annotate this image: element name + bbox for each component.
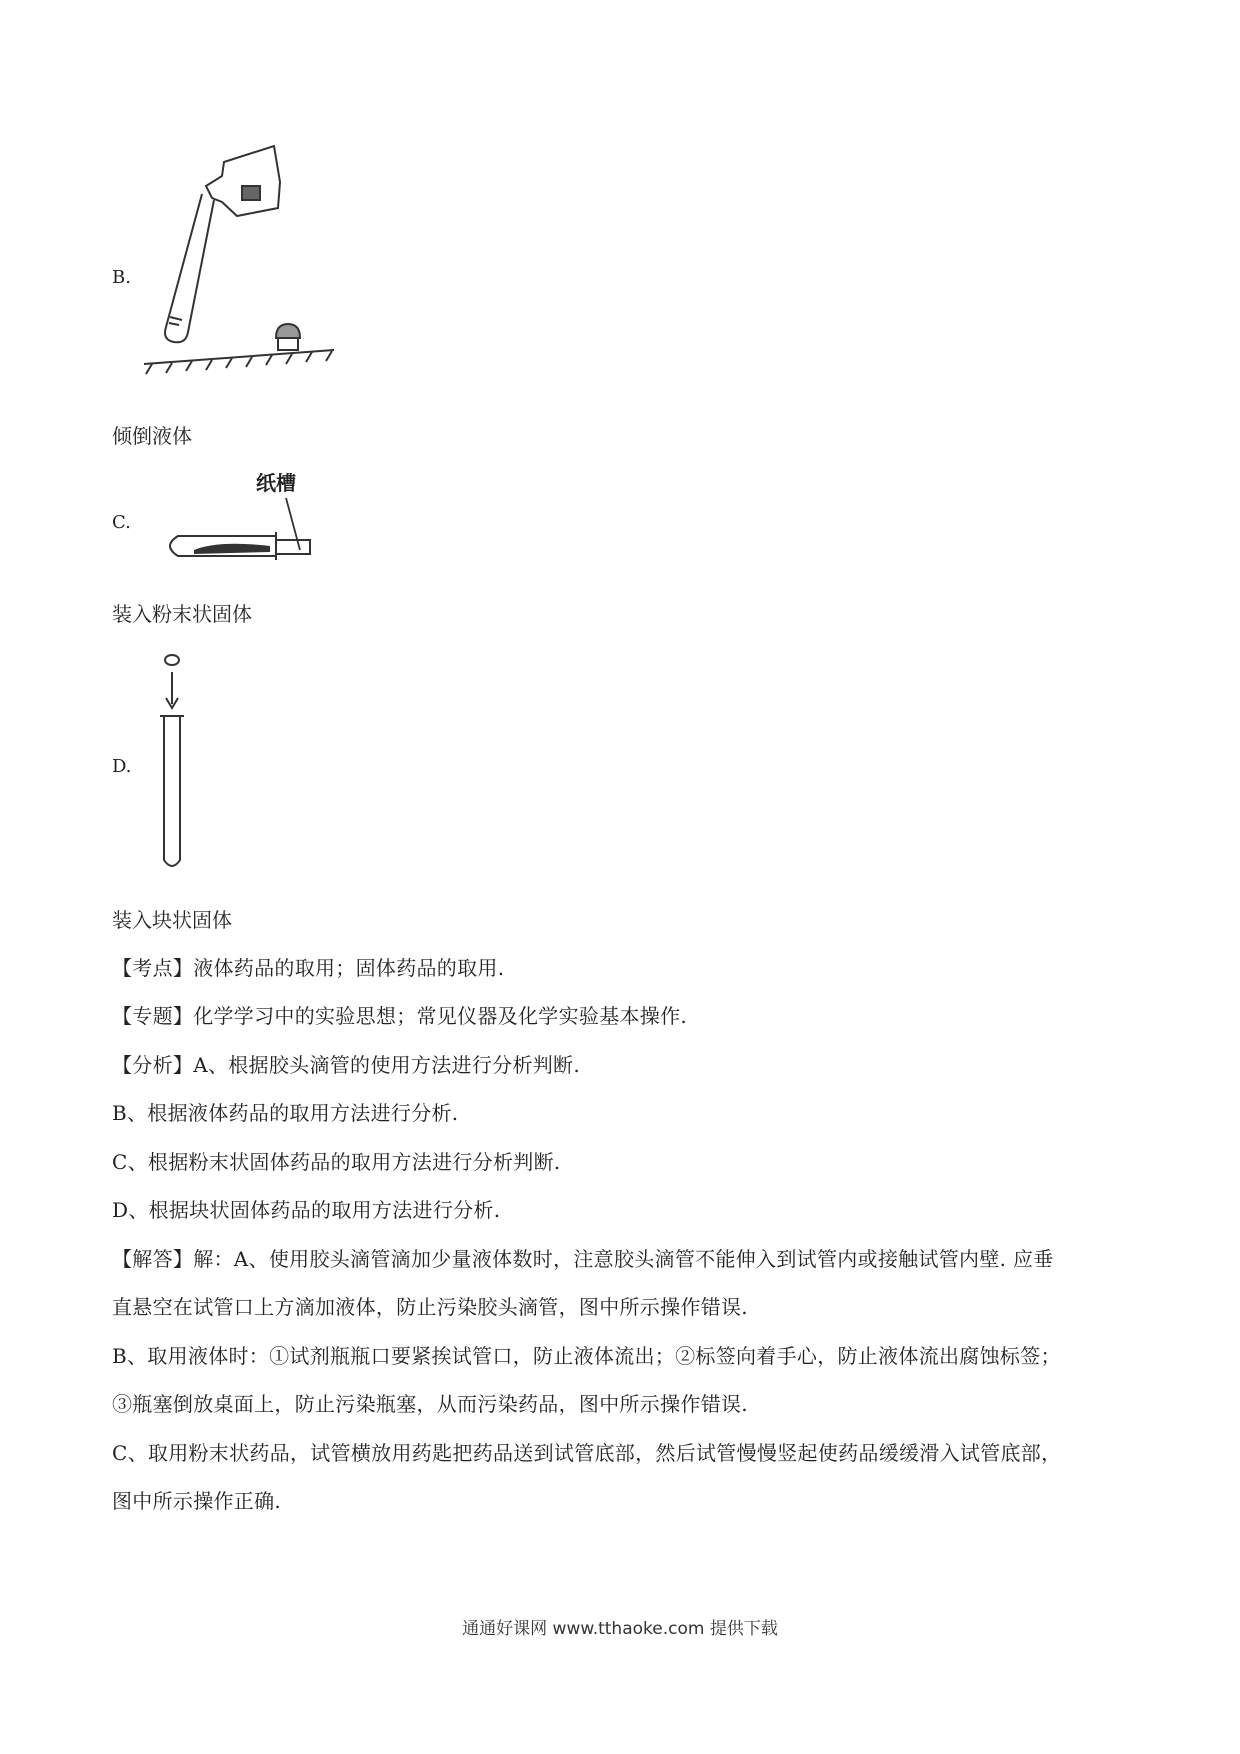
powder-figure bbox=[158, 458, 328, 578]
option-b-letter: B. bbox=[112, 267, 131, 288]
table-surface bbox=[144, 350, 334, 374]
jieda-c-line-2: 图中所示操作正确. bbox=[112, 1489, 282, 1513]
fenxi-b-line: B、根据液体药品的取用方法进行分析. bbox=[112, 1101, 459, 1125]
jieda-a-line-1: 【解答】解：A、使用胶头滴管滴加少量液体数时，注意胶头滴管不能伸入到试管内或接触试管内壁. 应垂 bbox=[112, 1247, 1054, 1271]
test-tube-icon bbox=[165, 194, 214, 342]
fenxi-d-line: D、根据块状固体药品的取用方法进行分析. bbox=[112, 1198, 501, 1222]
pour-liquid-figure bbox=[142, 142, 342, 387]
fenxi-c-line: C、根据粉末状固体药品的取用方法进行分析判断. bbox=[112, 1150, 561, 1174]
reagent-bottle-icon bbox=[206, 146, 280, 216]
jieda-c-line-1: C、取用粉末状药品，试管横放用药匙把药品送到试管底部，然后试管慢慢竖起使药品缓缓滑入试管底部， bbox=[112, 1441, 1062, 1465]
option-b-caption: 倾倒液体 bbox=[112, 424, 192, 448]
bottle-stopper-icon bbox=[276, 324, 300, 350]
fenxi-a-line: 【分析】A、根据胶头滴管的使用方法进行分析判断. bbox=[112, 1053, 581, 1077]
option-d-caption: 装入块状固体 bbox=[112, 908, 232, 932]
page-footer: 通通好课网 www.tthaoke.com 提供下载 bbox=[462, 1619, 778, 1639]
solid-block-icon bbox=[165, 655, 179, 708]
solid-block-figure bbox=[148, 646, 218, 876]
zhuanti-line: 【专题】化学学习中的实验思想；常见仪器及化学实验基本操作. bbox=[112, 1004, 688, 1028]
option-c-letter: C. bbox=[112, 512, 131, 533]
jieda-b-line-2: ③瓶塞倒放桌面上，防止污染瓶塞，从而污染药品，图中所示操作错误. bbox=[112, 1392, 748, 1416]
jieda-a-line-2: 直悬空在试管口上方滴加液体，防止污染胶头滴管，图中所示操作错误. bbox=[112, 1295, 748, 1319]
powder-trough-icon bbox=[194, 544, 270, 554]
kaodian-line: 【考点】液体药品的取用；固体药品的取用. bbox=[112, 956, 505, 980]
option-c-caption: 装入粉末状固体 bbox=[112, 602, 252, 626]
vertical-test-tube-icon bbox=[160, 716, 184, 866]
jieda-b-line-1: B、取用液体时：①试剂瓶瓶口要紧挨试管口，防止液体流出；②标签向着手心，防止液体流出腐蚀标签； bbox=[112, 1344, 1061, 1368]
paper-trough-label: 纸槽 bbox=[256, 471, 296, 495]
option-d-letter: D. bbox=[112, 756, 132, 777]
